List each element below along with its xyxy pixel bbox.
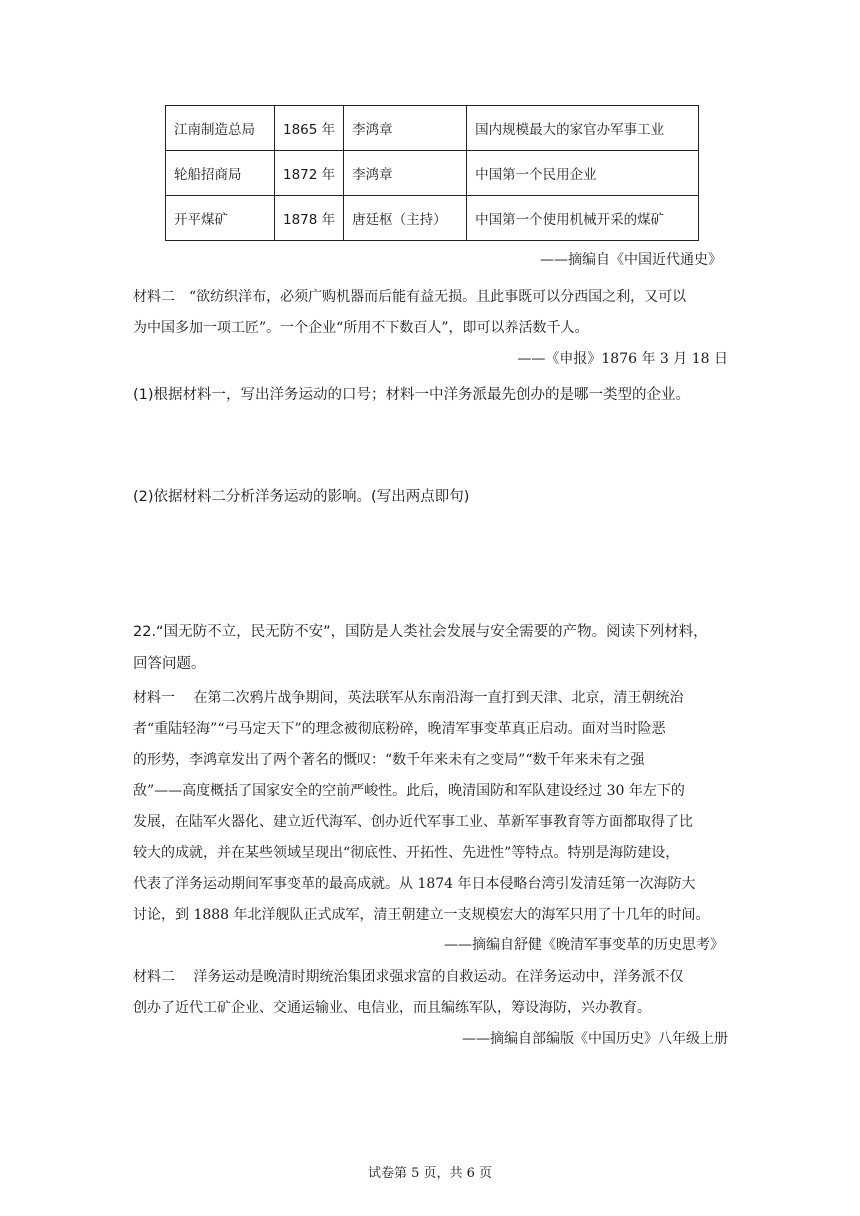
table-row <box>166 151 699 196</box>
material1-line: 敌”——高度概括了国家安全的空前严峻性。此后，晚清国防和军队建设经过 30 年左下的 <box>133 783 685 799</box>
material2-line: 材料二 “欲纺织洋布，必须广购机器而后能有益无损。且此事既可以分西国之利，又可以 <box>133 289 687 305</box>
material2b-source: ——摘编自部编版《中国历史》八年级上册 <box>462 1031 728 1047</box>
question-1: (1)根据材料一，写出洋务运动的口号；材料一中洋务派最先创办的是哪一类型的企业。 <box>133 387 691 403</box>
page-footer: 试卷第 5 页，共 6 页 <box>367 1166 493 1181</box>
table-cell: 中国第一个民用企业 <box>467 151 699 196</box>
material2-line: 为中国多加一项工匠”。一个企业“所用不下数百人”，即可以养活数千人。 <box>133 320 589 336</box>
material1-line: 者“重陆轻海”“弓马定天下”的理念被彻底粉碎，晚清军事变革真正启动。面对当时险恶 <box>133 721 666 737</box>
question-2: (2)依据材料二分析洋务运动的影响。(写出两点即句) <box>133 489 470 505</box>
table-cell: 轮船招商局 <box>166 151 275 196</box>
table-cell: 开平煤矿 <box>166 196 275 241</box>
material1-line: 较大的成就，并在某些领域呈现出“彻底性、开拓性、先进性”等特点。特别是海防建设， <box>133 845 680 861</box>
material2-source: ——《申报》1876 年 3 月 18 日 <box>517 351 728 367</box>
table-cell: 江南制造总局 <box>166 106 275 151</box>
table-cell: 中国第一个使用机械开采的煤矿 <box>467 196 699 241</box>
table-source: ——摘编自《中国近代通史》 <box>540 252 722 268</box>
material1-source: ——摘编自舒健《晚清军事变革的历史思考》 <box>444 937 724 953</box>
material1-line: 材料一 在第二次鸦片战争期间，英法联军从东南沿海一直打到天津、北京，清王朝统治 <box>133 690 684 706</box>
material1-line: 发展，在陆军火器化、建立近代海军、创办近代军事工业、革新军事教育等方面都取得了比 <box>133 814 693 830</box>
table-cell: 1872 年 <box>275 151 344 196</box>
material1-line: 的形势，李鸿章发出了两个著名的慨叹：“数千年来未有之变局”“数千年来未有之强 <box>133 752 645 768</box>
table-cell: 1865 年 <box>275 106 344 151</box>
material2b-line: 材料二 洋务运动是晚清时期统治集团求强求富的自救运动。在洋务运动中，洋务派不仅 <box>133 969 684 985</box>
table-cell: 1878 年 <box>275 196 344 241</box>
table-cell: 国内规模最大的家官办军事工业 <box>467 106 699 151</box>
table-row <box>166 106 699 151</box>
material1-line: 代表了洋务运动期间军事变革的最高成就。从 1874 年日本侵略台湾引发清廷第一次海防大 <box>133 876 696 892</box>
table-cell: 李鸿章 <box>344 106 467 151</box>
material1-line: 讨论，到 1888 年北洋舰队正式成军，清王朝建立一支规模宏大的海军只用了十几年的时间。 <box>133 907 710 923</box>
question-22-intro: 回答问题。 <box>133 656 206 672</box>
table-row <box>166 196 699 241</box>
material2b-line: 创办了近代工矿企业、交通运输业、电信业，而且编练军队，筹设海防，兴办教育。 <box>133 1000 651 1016</box>
enterprise-table <box>165 105 699 241</box>
table-cell: 李鸿章 <box>344 151 467 196</box>
question-22-intro: 22.“国无防不立，民无防不安”，国防是人类社会发展与安全需要的产物。阅读下列材料， <box>133 624 708 640</box>
table-cell: 唐廷枢（主持） <box>344 196 467 241</box>
